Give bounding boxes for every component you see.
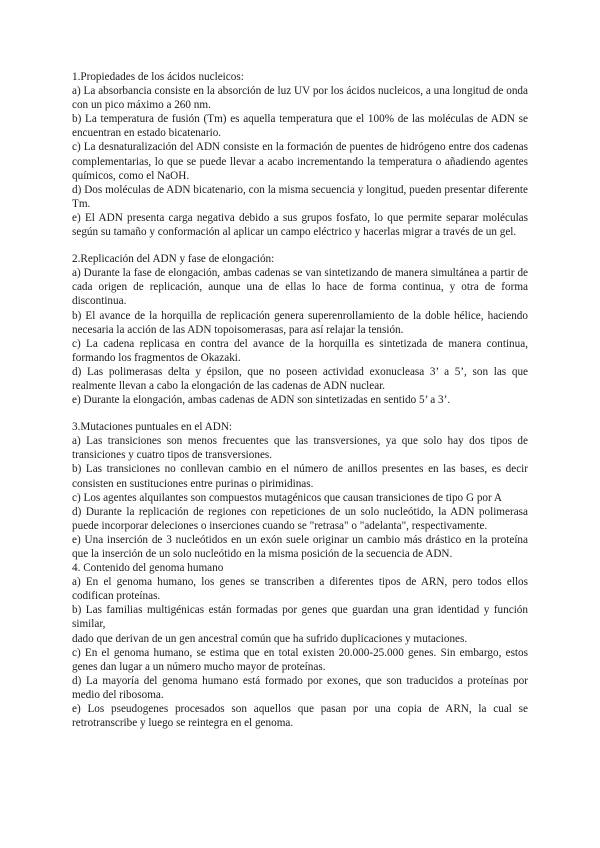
question-item-continuation: dado que derivan de un gen ancestral común que ha sufrido duplicaciones y mutaciones.: [72, 632, 468, 645]
question-item: b) Las transiciones no conllevan cambio en el número de anillos presentes en las bases, es decir consisten en sustituciones entre purinas o pirimidinas.: [72, 463, 528, 490]
section-heading: 2.Replicación del ADN y fase de elongación:: [72, 253, 275, 266]
document-page: [72, 70, 528, 730]
question-item: c) En el genoma humano, se estima que en total existen 20.000-25.000 genes. Sin embargo, estos genes dan lugar a un número mucho mayor de proteínas.: [72, 646, 528, 673]
question-item: d) La mayoría del genoma humano está formado por exones, que son traducidos a proteínas por medio del ribosoma.: [72, 674, 528, 701]
question-item: d) Durante la replicación de regiones con repeticiones de un solo nucleótido, la ADN polimerasa puede incorporar deleciones o inserciones cuando se "retrasa" o "adelanta", respectivamente.: [72, 505, 528, 532]
question-item: c) Los agentes alquilantes son compuestos mutagénicos que causan transiciones de tipo G por A: [72, 491, 502, 504]
question-item: b) La temperatura de fusión (Tm) es aquella temperatura que el 100% de las moléculas de ADN se encuentran en estado bicatenario.: [72, 113, 528, 140]
section-heading: 1.Propiedades de los ácidos nucleicos:: [72, 71, 244, 83]
question-item: e) Una inserción de 3 nucleótidos en un exón suele originar un cambio más drástico en la proteína que la inserción de un solo nucleótido en la misma posición de la secuencia de ADN.: [72, 533, 528, 560]
question-item: c) La desnaturalización del ADN consiste en la formación de puentes de hidrógeno entre dos cadenas complementarias, lo que se puede llevar a acabo incrementando la temperatura o añadiendo agentes químicos, como el NaOH.: [72, 141, 528, 182]
question-item: a) La absorbancia consiste en la absorción de luz UV por los ácidos nucleicos, a una longitud de onda con un pico máximo a 260 nm.: [72, 85, 528, 112]
section-point-mutations: [72, 420, 528, 561]
question-item: e) Los pseudogenes procesados son aquellos que pasan por una copia de ARN, la cual se retrotranscribe y luego se reintegra en el genoma.: [72, 703, 528, 730]
question-item: b) Las familias multigénicas están formadas por genes que guardan una gran identidad y función similar,: [72, 604, 528, 631]
question-item: c) La cadena replicasa en contra del avance de la horquilla es sintetizada de manera continua, formando los fragmentos de Okazaki.: [72, 337, 528, 364]
section-nucleic-acid-properties: [72, 70, 528, 239]
section-heading: 3.Mutaciones puntuales en el ADN:: [72, 421, 233, 434]
section-human-genome: [72, 561, 528, 730]
question-item: e) Durante la elongación, ambas cadenas de ADN son sintetizadas en sentido 5’ a 3’.: [72, 394, 451, 407]
question-item: b) El avance de la horquilla de replicación genera superenrollamiento de la doble hélice, haciendo necesaria la acción de las ADN topoisomerasas, para así relajar la tensión.: [72, 309, 528, 336]
question-item: d) Las polimerasas delta y épsilon, que no poseen actividad exonucleasa 3’ a 5’, son las que realmente llevan a cabo la elongación de las cadenas de ADN nuclear.: [72, 365, 528, 392]
section-heading: 4. Contenido del genoma humano: [72, 562, 224, 575]
question-item: a) En el genoma humano, los genes se transcriben a diferentes tipos de ARN, pero todos ellos codifican proteínas.: [72, 576, 528, 603]
question-item: a) Durante la fase de elongación, ambas cadenas se van sintetizando de manera simultánea a partir de cada origen de replicación, aunque una de ellas lo hace de forma continua, y otra de forma discontinua.: [72, 267, 528, 308]
question-item: a) Las transiciones son menos frecuentes que las transversiones, ya que solo hay dos tipos de transiciones y cuatro tipos de transversiones.: [72, 435, 528, 462]
question-item: e) El ADN presenta carga negativa debido a sus grupos fosfato, lo que permite separar moléculas según su tamaño y conformación al aplicar un campo eléctrico y hacerlas migrar a través de un gel.: [72, 211, 528, 239]
section-dna-replication: [72, 252, 528, 407]
question-item: d) Dos moléculas de ADN bicatenario, con la misma secuencia y longitud, pueden presentar diferente Tm.: [72, 183, 528, 210]
